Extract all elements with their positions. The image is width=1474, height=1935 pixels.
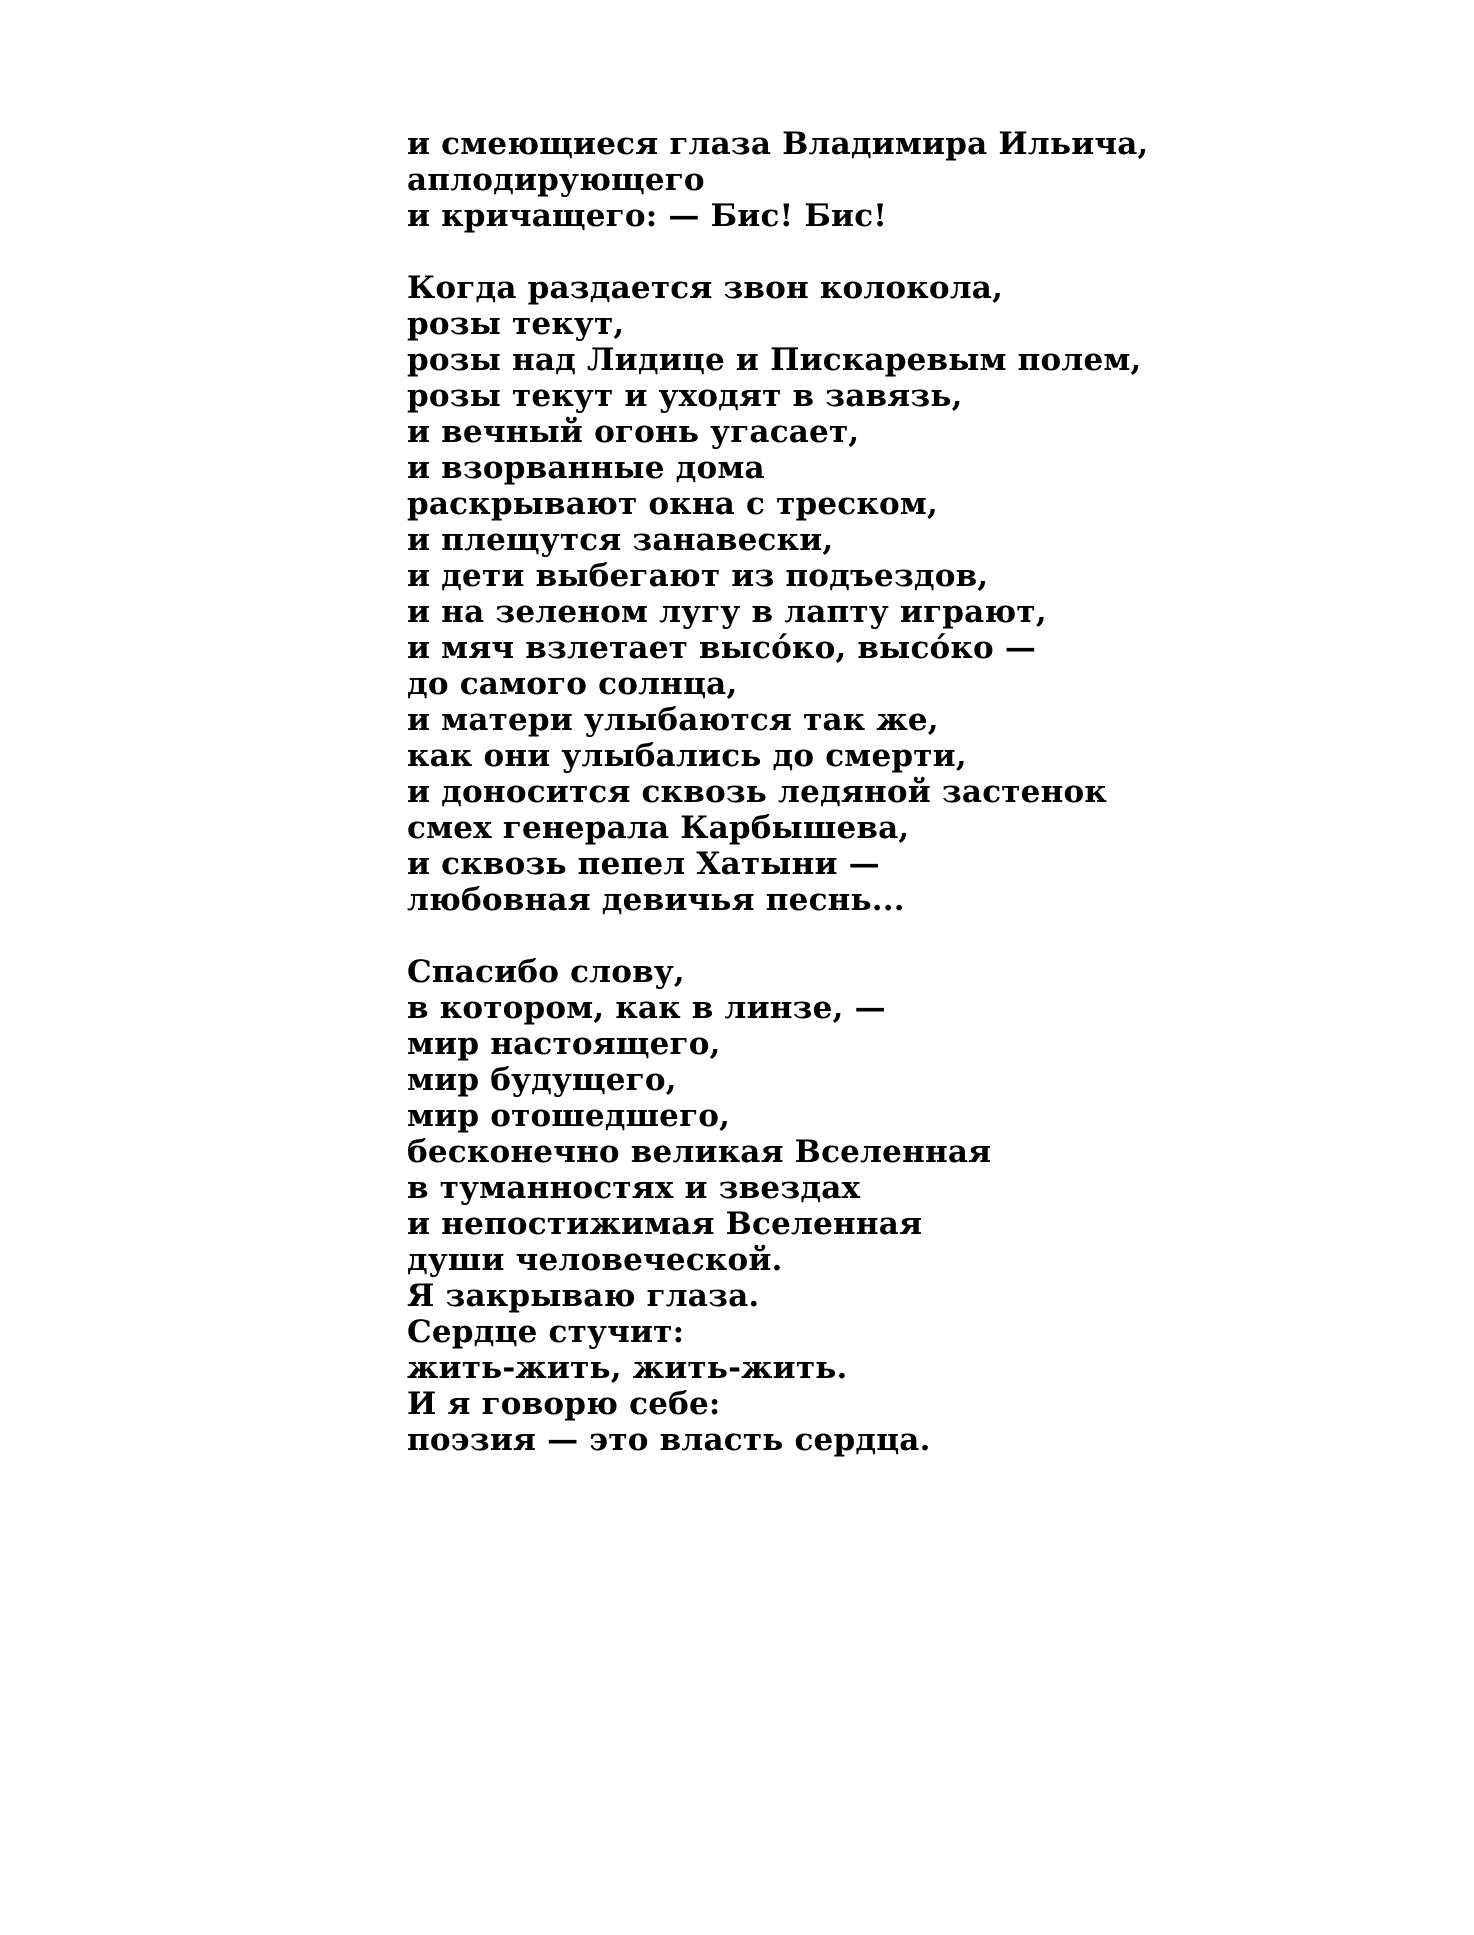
poem-line: и вечный огонь угасает, — [407, 414, 860, 450]
poem-line: и матери улыбаются так же, — [407, 702, 939, 738]
poem-line: розы текут, — [407, 306, 625, 342]
poem-line: раскрывают окна с треском, — [407, 486, 938, 522]
poem-line: и сквозь пепел Хатыни — — [407, 846, 880, 882]
poem-line: и кричащего: — Бис! Бис! — [407, 198, 888, 234]
poem-line: Когда раздается звон колокола, — [407, 270, 1004, 306]
poem-line: розы текут и уходят в завязь, — [407, 378, 963, 414]
poem-line: аплодирующего — [407, 162, 705, 198]
poem-line: и дети выбегают из подъездов, — [407, 558, 989, 594]
poem-line: розы над Лидице и Пискаревым полем, — [407, 342, 1142, 378]
poem-line: как они улыбались до смерти, — [407, 738, 967, 774]
poem-line: и смеющиеся глаза Владимира Ильича, — [407, 126, 1149, 162]
poem-line: в туманностях и звездах — [407, 1170, 861, 1206]
poem-line: и плещутся занавески, — [407, 522, 834, 558]
poem-line: души человеческой. — [407, 1242, 783, 1278]
poem-line: смех генерала Карбышева, — [407, 810, 910, 846]
poem-text — [407, 126, 1407, 1458]
poem-line: мир будущего, — [407, 1062, 677, 1098]
poem-line: Я закрываю глаза. — [407, 1278, 760, 1314]
poem-line: мир отошедшего, — [407, 1098, 731, 1134]
poem-line: И я говорю себе: — [407, 1386, 721, 1422]
stanza-1 — [407, 126, 1407, 234]
poem-line: любовная девичья песнь... — [407, 882, 905, 918]
stanza-2 — [407, 270, 1407, 918]
poem-line: жить-жить, жить-жить. — [407, 1350, 848, 1386]
poem-line: до самого солнца, — [407, 666, 738, 702]
poem-line: Сердце стучит: — [407, 1314, 685, 1350]
poem-line: бесконечно великая Вселенная — [407, 1134, 992, 1170]
poem-line: и взорванные дома — [407, 450, 765, 486]
poem-line: и на зеленом лугу в лапту играют, — [407, 594, 1047, 630]
poem-line: и доносится сквозь ледяной застенок — [407, 774, 1107, 810]
poem-line: Спасибо слову, — [407, 954, 685, 990]
poem-line: в котором, как в линзе, — — [407, 990, 886, 1026]
stanza-3 — [407, 954, 1407, 1458]
poem-line: поэзия — это власть сердца. — [407, 1422, 931, 1458]
poem-line: мир настоящего, — [407, 1026, 721, 1062]
poem-line: и мяч взлетает высóко, высóко — — [407, 630, 1037, 666]
poem-line: и непостижимая Вселенная — [407, 1206, 923, 1242]
